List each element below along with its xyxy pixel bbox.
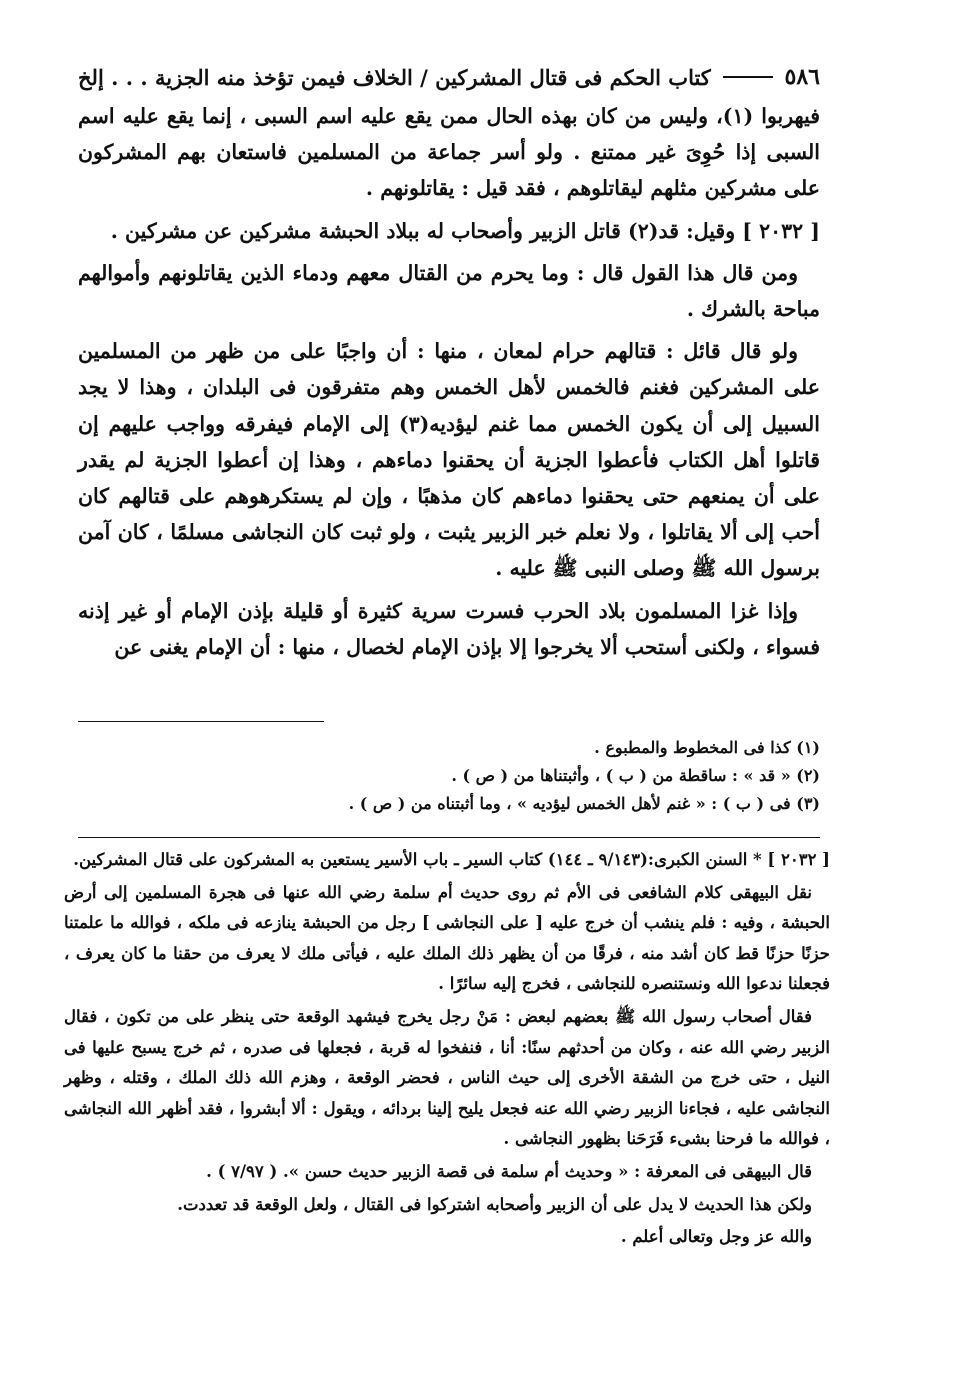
footnote-2: (٢) « قد » : ساقطة من ( ب ) ، وأثبتناها من ( ص ) .: [451, 766, 820, 785]
paragraph-1: فيهربوا (١)، وليس من كان بهذه الحال ممن يقع عليه اسم السبى ، إنما يقع عليه اسم السبى إذا حُوِىَ غير ممتنع . ولو أسر جماعة من المسلمين فاستعان بهم المشركون على مشركين مثلهم ليقاتلوهم ، فقد قيل : يقاتلونهم .: [78, 104, 820, 201]
footnote-divider: [78, 721, 324, 722]
takhrij-divider: [78, 837, 820, 838]
takhrij-section: [64, 845, 830, 1255]
takhrij-paragraph: فقال أصحاب رسول الله ﷺ بعضهم لبعض : مَنْ رجل يخرج فيشهد الوقعة حتى ينظر على من تكون ، فقال الزبير رضي الله عنه ، وكان من أحدثهم سنًا: أنا ، فنفخوا له قربة ، فجعلها فى صدره ، ثم خرج يسبح عليها فى النيل ، حتى خرج من الشقة الأخرى إلى حيث الناس ، فحضر الوقعة ، وهزم الله ذلك الملك ، وقتله ، وظهر النجاشى عليه ، فجاءنا الزبير رضي الله عنه فجعل يليح إلينا بردائه ، ويقول : ألا أبشروا ، فقد أظهر الله النجاشى ، فوالله ما فرحنا بشىء فَرَحَنا بظهور النجاشى .: [64, 1006, 830, 1149]
paragraph-2: [ ٢٠٣٢ ] وقيل: قد(٢) قاتل الزبير وأصحاب له ببلاد الحبشة مشركين عن مشركين .: [110, 218, 820, 243]
takhrij-paragraph: والله عز وجل وتعالى أعلم .: [620, 1227, 812, 1247]
header-dash: [723, 76, 773, 78]
paragraph-4: ولو قال قائل : قتالهم حرام لمعان ، منها : أن واجبًا على من ظهر من المسلمين على المشركين فغنم فالخمس لأهل الخمس وهم متفرقون فى البلدان ، وهذا لا يجد السبيل إلى أن يكون الخمس مما غنم ليؤديه(٣) إلى الإمام فيفرقه وواجب عليهم إن قاتلوا أهل الكتاب فأعطوا الجزية أن يحقنوا دماءهم ، وهذا إن أعطوا الجزية لم يقدر على أن يمنعهم حتى يحقنوا دماءهم كان مذهبًا ، وإن لم يستكرهوهم على قتالهم كان أحب إلى ألا يقاتلوا ، ولا نعلم خبر الزبير يثبت ، ولو ثبت كان النجاشى مسلمًا ، كان آمن برسول الله ﷺ وصلى النبى ﷺ عليه .: [78, 339, 820, 581]
takhrij-paragraph: نقل البيهقى كلام الشافعى فى الأم ثم روى حديث أم سلمة رضي الله عنها فى هجرة المسلمين إلى أرض الحبشة ، وفيه : فلم ينشب أن خرج عليه [ على النجاشى ] رجل من الحبشة ينازعه فى ملكه ، فوالله ما علمتنا حزنًا حزنًا قط كان أشد منه ، فرقًا من أن يظهر ذلك الملك عليه ، فيأتى ملك لا يعرف من حقنا ما كان يعرف ، فجعلنا ندعوا الله ونستنصره للنجاشى ، فخرج إليه سائرًا .: [64, 882, 830, 994]
takhrij-heading: [ ٢٠٣٢ ] * السنن الكبرى:(٩/١٤٣ ـ ١٤٤) كتاب السير ـ باب الأسير يستعين به المشركون على قتال المشركين.: [73, 850, 830, 869]
paragraph-5: وإذا غزا المسلمون بلاد الحرب فسرت سرية كثيرة أو قليلة بإذن الإمام أو غير إذنه فسواء ، ولكنى أستحب ألا يخرجوا إلا بإذن الإمام لخصال ، منها : أن الإمام يغنى عن: [78, 598, 820, 659]
takhrij-paragraph: ولكن هذا الحديث لا يدل على أن الزبير وأصحابه اشتركوا فى القتال ، ولعل الوقعة قد تعددت.: [177, 1194, 812, 1214]
paragraph-3: ومن قال هذا القول قال : وما يحرم من القتال معهم ودماء الذين يقاتلونهم وأموالهم مباحة بالشرك .: [78, 260, 820, 322]
footnote-1: (١) كذا فى المخطوط والمطبوع .: [594, 738, 820, 757]
running-title: كتاب الحكم فى قتال المشركين / الخلاف فيمن تؤخذ منه الجزية . . . إلخ: [78, 64, 711, 90]
footnotes: [78, 734, 820, 818]
page-number: ٥٨٦: [784, 64, 820, 90]
takhrij-paragraph: قال البيهقى فى المعرفة : « وحديث أم سلمة فى قصة الزبير حديث حسن ». ( ٧/٩٧ ) .: [206, 1161, 812, 1181]
page-header: [78, 60, 820, 94]
footnote-3: (٣) فى ( ب ) : « غنم لأهل الخمس ليؤديه » ، وما أثبتناه من ( ص ) .: [348, 794, 820, 813]
main-text: [78, 98, 820, 671]
